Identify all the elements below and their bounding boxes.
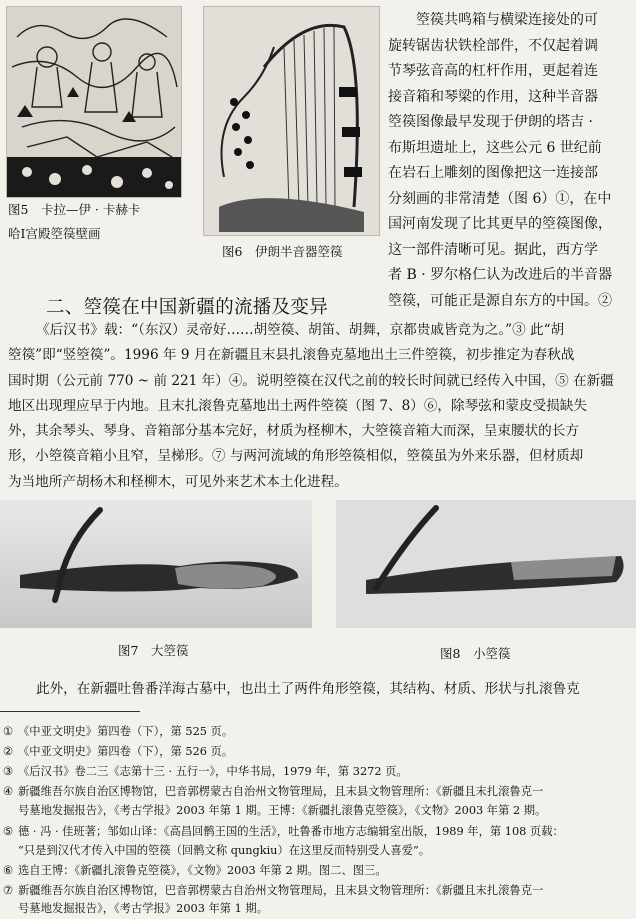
side-text-line: 分刻画的非常清楚（图 6）①，在中 — [388, 190, 612, 207]
side-column-text — [388, 8, 632, 314]
harp-illustration — [204, 7, 379, 235]
footnote-6 — [0, 862, 387, 880]
figure-5-caption-line1: 图5 卡拉—伊 · 卡赫卡 — [8, 202, 141, 217]
figure-6-caption: 图6 伊朗半音器箜篌 — [222, 244, 343, 259]
figure-7-caption: 图7 大箜篌 — [118, 643, 189, 658]
figure-5-caption-line2: 哈Ⅰ宫殿箜篌壁画 — [8, 226, 101, 241]
footnote-text: 《后汉书》卷二三《志第十三 · 五行一》，中华书局，1979 年，第 3272 页。 — [18, 765, 408, 778]
footnote-number: ① — [2, 725, 14, 738]
footnote-number: ⑥ — [2, 864, 14, 877]
side-text-line: 国河南发现了比其更早的箜篌图像， — [388, 216, 612, 232]
side-text-line: 这一部件清晰可见。据此，西方学 — [388, 241, 598, 258]
section-heading: 二、箜篌在中国新疆的流播及变异 — [46, 297, 329, 318]
footnote-3 — [0, 763, 408, 781]
footnote-number: ③ — [2, 765, 14, 778]
side-text-line: 节琴弦音高的杠杆作用，更起着连 — [388, 63, 598, 79]
side-text-line: 箜篌图像最早发现于伊朗的塔吉 · — [388, 114, 593, 130]
side-text-line: 旋转锯齿状铁栓部件，不仅起着调 — [388, 37, 598, 54]
footnote-text: 《中亚文明史》第四卷（下），第 525 页。 — [18, 725, 234, 738]
continuation-line: 此外，在新疆吐鲁番洋海古墓中，也出土了两件角形箜篌，其结构、材质、形状与扎滚鲁克 — [36, 681, 580, 697]
footnote-2 — [0, 743, 234, 761]
footnote-text: 《中亚文明史》第四卷（下），第 526 页。 — [18, 745, 234, 758]
mural-illustration — [7, 7, 181, 197]
body-line: 箜篌”即“竖箜篌”。1996 年 9 月在新疆且末县扎滚鲁克墓地出土三件箜篌，初步推定为春秋战 — [8, 347, 575, 364]
footnote-text: 德 · 冯 · 佳班著；邹如山译：《高昌回鹘王国的生活》，吐鲁番市地方志编辑室出版，1989 年，第 108 页载： — [18, 825, 564, 838]
body-paragraph — [8, 318, 632, 495]
side-text-line: 在岩石上雕刻的图像把这一连接部 — [388, 165, 598, 181]
body-line: 形，小箜篌音箱小且窄，呈梯形。⑦ 与两河流域的角形箜篌相似，箜篌虽为外来乐器，但材质却 — [8, 448, 584, 465]
figure-8-caption: 图8 小箜篌 — [440, 646, 511, 661]
footnote-divider — [0, 711, 140, 712]
body-line: 《后汉书》载：“（东汉）灵帝好……胡箜篌、胡笛、胡舞，京都贵戚皆竞为之。”③ 此“胡 — [36, 322, 565, 338]
footnote-text: “只是到汉代才传入中国的箜篌（回鹘文称 qungkiu）在这里反而特别受人喜爱”。 — [18, 844, 431, 857]
footnote-number: ② — [2, 745, 14, 758]
side-text-line: 布斯坦遗址上，这些公元 6 世纪前 — [388, 139, 602, 156]
body-line: 为当地所产胡杨木和柽柳木，可见外来艺术本土化进程。 — [8, 473, 348, 490]
body-line: 地区出现理应早于内地。且末扎滚鲁克墓地出土两件箜篌（图 7、8）⑥，除琴弦和蒙皮受损缺失 — [8, 397, 587, 414]
footnote-text: 选自王博：《新疆扎滚鲁克箜篌》，《文物》2003 年第 2 期。图二、图三。 — [18, 864, 387, 877]
footnote-number: ⑦ — [2, 884, 14, 897]
small-harp-photo — [336, 500, 636, 628]
footnote-text: 号墓地发掘报告》，《考古学报》2003 年第 1 期。 — [18, 902, 269, 915]
footnote-number: ⑤ — [2, 825, 14, 838]
body-line: 国时期（公元前 770 ~ 前 221 年）④。说明箜篌在汉代之前的较长时间就已经传入中国，⑤ 在新疆 — [8, 372, 614, 389]
large-harp-photo — [0, 500, 312, 628]
body-line: 外，其余琴头、琴身、音箱部分基本完好，材质为柽柳木，大箜篌音箱大而深，呈束腰状的长方 — [8, 423, 579, 440]
footnote-text: 号墓地发掘报告》，《考古学报》2003 年第 1 期。王博：《新疆扎滚鲁克箜篌》，《文物》2003 年第 2 期。 — [18, 804, 547, 817]
footnote-1 — [0, 723, 234, 741]
footnote-number: ④ — [2, 785, 14, 798]
footnote-7 — [0, 882, 544, 900]
figure-5-mural-image — [6, 6, 182, 198]
footnote-5 — [0, 823, 564, 841]
side-text-line: 箜篌共鸣箱与横梁连接处的可 — [416, 12, 598, 28]
figure-7-photo — [0, 500, 312, 628]
footnote-4 — [0, 783, 544, 801]
figure-8-photo — [336, 500, 636, 628]
footnote-text: 新疆维吾尔族自治区博物馆，巴音郭楞蒙古自治州文物管理局，且末县文物管理所：《新疆且末扎滚鲁克一 — [18, 785, 544, 798]
footnote-text: 新疆维吾尔族自治区博物馆，巴音郭楞蒙古自治州文物管理局，且末县文物管理所：《新疆且末扎滚鲁克一 — [18, 884, 544, 897]
side-text-line: 箜篌，可能正是源自东方的中国。② — [388, 292, 612, 309]
side-text-line: 者 B · 罗尔格仁认为改进后的半音器 — [388, 267, 613, 283]
figure-6-harp-image — [203, 6, 380, 236]
side-text-line: 接音箱和琴梁的作用，这种半音器 — [388, 88, 598, 105]
